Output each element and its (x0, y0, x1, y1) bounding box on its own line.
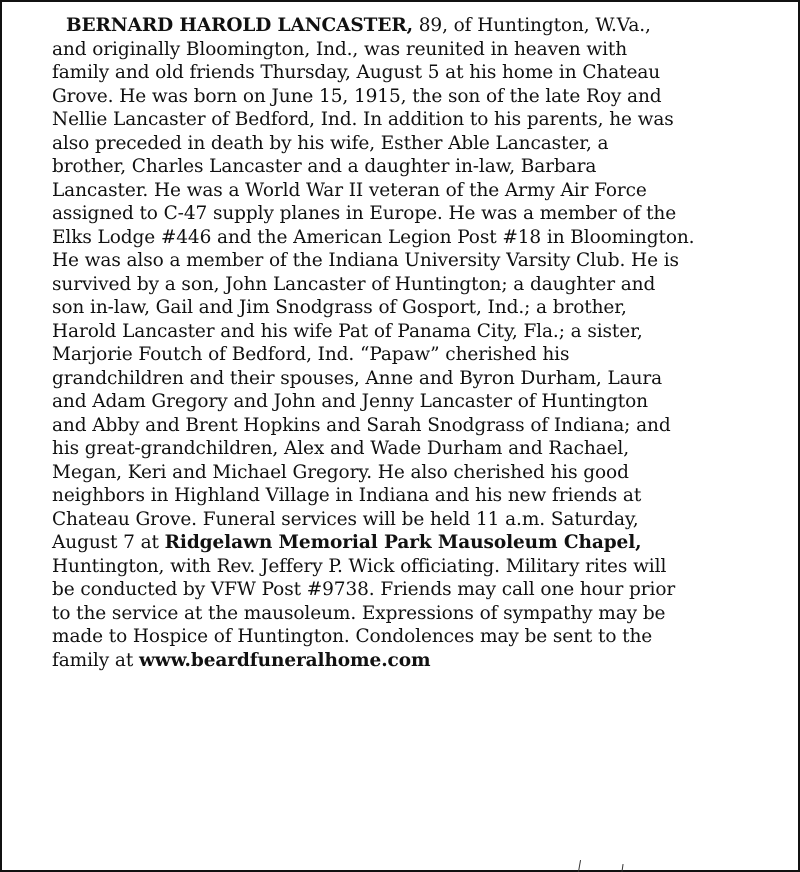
text-line: Chateau Grove. Funeral services will be held 11 a.m. Saturday, (52, 508, 639, 530)
funeral-venue: Ridgelawn Memorial Park Mausoleum Chapel, (164, 532, 642, 553)
text-line: Huntington, with Rev. Jeffery P. Wick officiating. Military rites will (52, 555, 667, 577)
funeral-home-website: www.beardfuneralhome.com (138, 649, 431, 671)
text-line: Elks Lodge #446 and the American Legion Post #18 in Bloomington. (52, 226, 695, 248)
text-line: Grove. He was born on June 15, 1915, the son of the late Roy and (52, 85, 662, 107)
text-line: family and old friends Thursday, August 5 at his home in Chateau (52, 62, 661, 83)
text-line: to the service at the mausoleum. Expressions of sympathy may be (52, 602, 666, 624)
text-line: be conducted by VFW Post #9738. Friends may call one hour prior (52, 579, 676, 600)
text-line: son in-law, Gail and Jim Snodgrass of Gosport, Ind.; a brother, (52, 297, 627, 318)
scan-mark (621, 864, 623, 872)
text-line: Harold Lancaster and his wife Pat of Panama City, Fla.; a sister, (52, 320, 643, 342)
text-line: assigned to C-47 supply planes in Europe. He was a member of the (52, 203, 677, 224)
text-line: Nellie Lancaster of Bedford, Ind. In addition to his parents, he was (52, 109, 674, 130)
text-line: brother, Charles Lancaster and a daughter in-law, Barbara (52, 156, 597, 177)
scan-mark (578, 860, 581, 872)
text-line: made to Hospice of Huntington. Condolences may be sent to the (52, 626, 653, 647)
text-line: BERNARD HAROLD LANCASTER, 89, of Huntington, W.Va., (66, 15, 651, 36)
text-line: and Adam Gregory and John and Jenny Lancaster of Huntington (52, 391, 648, 412)
text-line: and Abby and Brent Hopkins and Sarah Snodgrass of Indiana; and (52, 414, 671, 436)
text-line: family at www.beardfuneralhome.com (52, 649, 431, 671)
deceased-name: BERNARD HAROLD LANCASTER, (66, 15, 413, 36)
text-line: Lancaster. He was a World War II veteran of the Army Air Force (52, 179, 647, 201)
text-line: He was also a member of the Indiana University Varsity Club. He is (52, 250, 679, 271)
text-line: also preceded in death by his wife, Esther Able Lancaster, a (52, 132, 609, 154)
text-line: neighbors in Highland Village in Indiana and his new friends at (52, 485, 642, 506)
text-line: survived by a son, John Lancaster of Huntington; a daughter and (52, 273, 656, 295)
text-line: grandchildren and their spouses, Anne and Byron Durham, Laura (52, 367, 663, 389)
text-line: and originally Bloomington, Ind., was reunited in heaven with (52, 38, 628, 60)
text-line: Megan, Keri and Michael Gregory. He also cherished his good (52, 461, 629, 483)
text-line: August 7 at Ridgelawn Memorial Park Mausoleum Chapel, (52, 532, 642, 553)
obituary-text (52, 14, 782, 672)
text-line: Marjorie Foutch of Bedford, Ind. “Papaw” cherished his (52, 344, 570, 365)
text-line: his great-grandchildren, Alex and Wade Durham and Rachael, (52, 438, 630, 459)
